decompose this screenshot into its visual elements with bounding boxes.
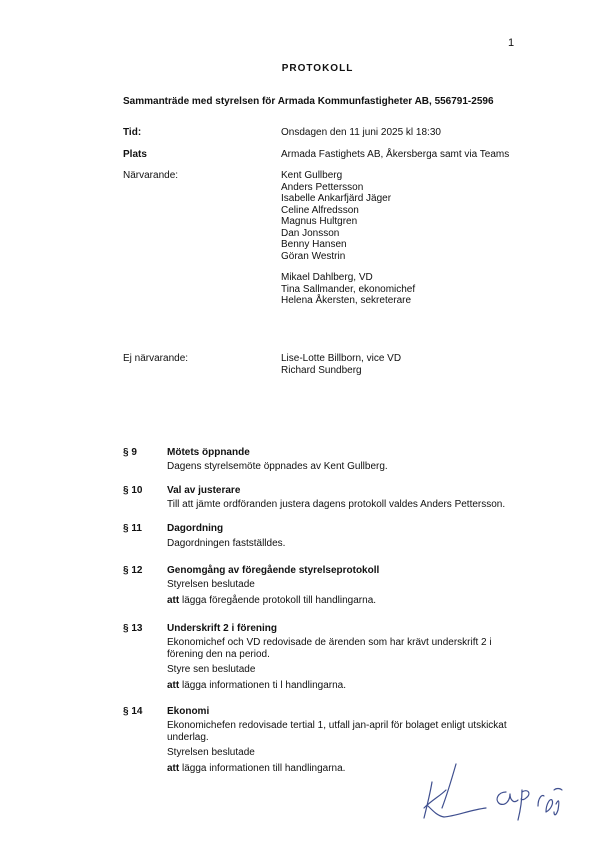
section-text: Ekonomichef och VD redovisade de ärenden som har krävt underskrift 2 i förening den na period. xyxy=(167,637,492,660)
other-attendee: Tina Sallmander, ekonomichef xyxy=(281,283,416,295)
section-text: Dagordningen fastställdes. xyxy=(167,538,286,549)
other-attendee: Mikael Dahlberg, VD xyxy=(281,272,373,283)
other-attendee: Helena Åkersten, sekreterare xyxy=(281,295,412,306)
page-number: 1 xyxy=(508,37,515,49)
section-body xyxy=(167,499,512,515)
attendee: Dan Jonsson xyxy=(281,227,340,239)
place-label: Plats xyxy=(123,149,147,160)
absent-label: Ej närvarande: xyxy=(123,353,189,364)
time-value: Onsdagen den 11 juni 2025 kl 18:30 xyxy=(281,127,441,138)
section-text: Ekonomichefen redovisade tertial 1, utfall jan-april för bolaget enligt utskickat underlag. xyxy=(167,720,507,743)
section-number: § 9 xyxy=(123,447,137,458)
decision-att: att xyxy=(167,594,180,606)
section-text: Styrelsen beslutade xyxy=(167,579,255,590)
attendee: Göran Westrin xyxy=(281,250,346,262)
section-number: § 11 xyxy=(123,523,142,534)
absent-list xyxy=(281,353,401,376)
section-text: Styre sen beslutade xyxy=(167,664,256,675)
section-number: § 14 xyxy=(123,706,143,717)
section-number: § 13 xyxy=(123,623,143,634)
attendee: Celine Alfredsson xyxy=(281,204,359,216)
attendee: Anders Pettersson xyxy=(281,181,364,193)
signature-initials xyxy=(418,760,578,830)
decision-att: att xyxy=(167,679,180,691)
section-number: § 12 xyxy=(123,565,143,576)
absent-member: Richard Sundberg xyxy=(281,364,362,376)
section-heading: Dagordning xyxy=(167,523,224,534)
section-body xyxy=(167,637,502,695)
section-number: § 10 xyxy=(123,485,143,496)
decision-text: lägga informationen till handlingarna. xyxy=(179,762,346,774)
other-attendees-list xyxy=(281,272,415,307)
attendee: Isabelle Ankarfjärd Jäger xyxy=(281,193,392,204)
time-label: Tid: xyxy=(123,127,142,138)
section-text: Styrelsen beslutade xyxy=(167,747,255,758)
decision-line xyxy=(167,680,502,692)
decision-text: lägga föregående protokoll till handlingarna. xyxy=(179,594,377,606)
absent-member: Lise-Lotte Billborn, vice VD xyxy=(281,353,402,364)
section-heading: Val av justerare xyxy=(167,485,241,496)
decision-line xyxy=(167,595,512,607)
section-text: Till att jämte ordföranden justera dagens protokoll valdes Anders Pettersson. xyxy=(167,499,506,510)
section-heading: Genomgång av föregående styrelseprotokoll xyxy=(167,565,380,576)
section-body xyxy=(167,579,512,610)
decision-att: att xyxy=(167,762,180,774)
section-body xyxy=(167,538,512,554)
attendees-label: Närvarande: xyxy=(123,170,179,181)
section-body xyxy=(167,461,512,477)
place-value: Armada Fastighets AB, Åkersberga samt via Teams xyxy=(281,149,510,160)
attendees-list xyxy=(281,170,391,262)
meeting-subtitle: Sammanträde med styrelsen för Armada Kommunfastigheter AB, 556791-2596 xyxy=(123,96,494,107)
section-heading: Underskrift 2 i förening xyxy=(167,623,278,634)
attendee: Kent Gullberg xyxy=(281,170,343,181)
attendee: Benny Hansen xyxy=(281,239,347,250)
attendee: Magnus Hultgren xyxy=(281,216,358,227)
document-title: PROTOKOLL xyxy=(281,63,354,74)
section-heading: Mötets öppnande xyxy=(167,447,250,458)
decision-text: lägga informationen ti l handlingarna. xyxy=(179,679,347,691)
section-text: Dagens styrelsemöte öppnades av Kent Gullberg. xyxy=(167,461,388,472)
section-heading: Ekonomi xyxy=(167,706,210,717)
